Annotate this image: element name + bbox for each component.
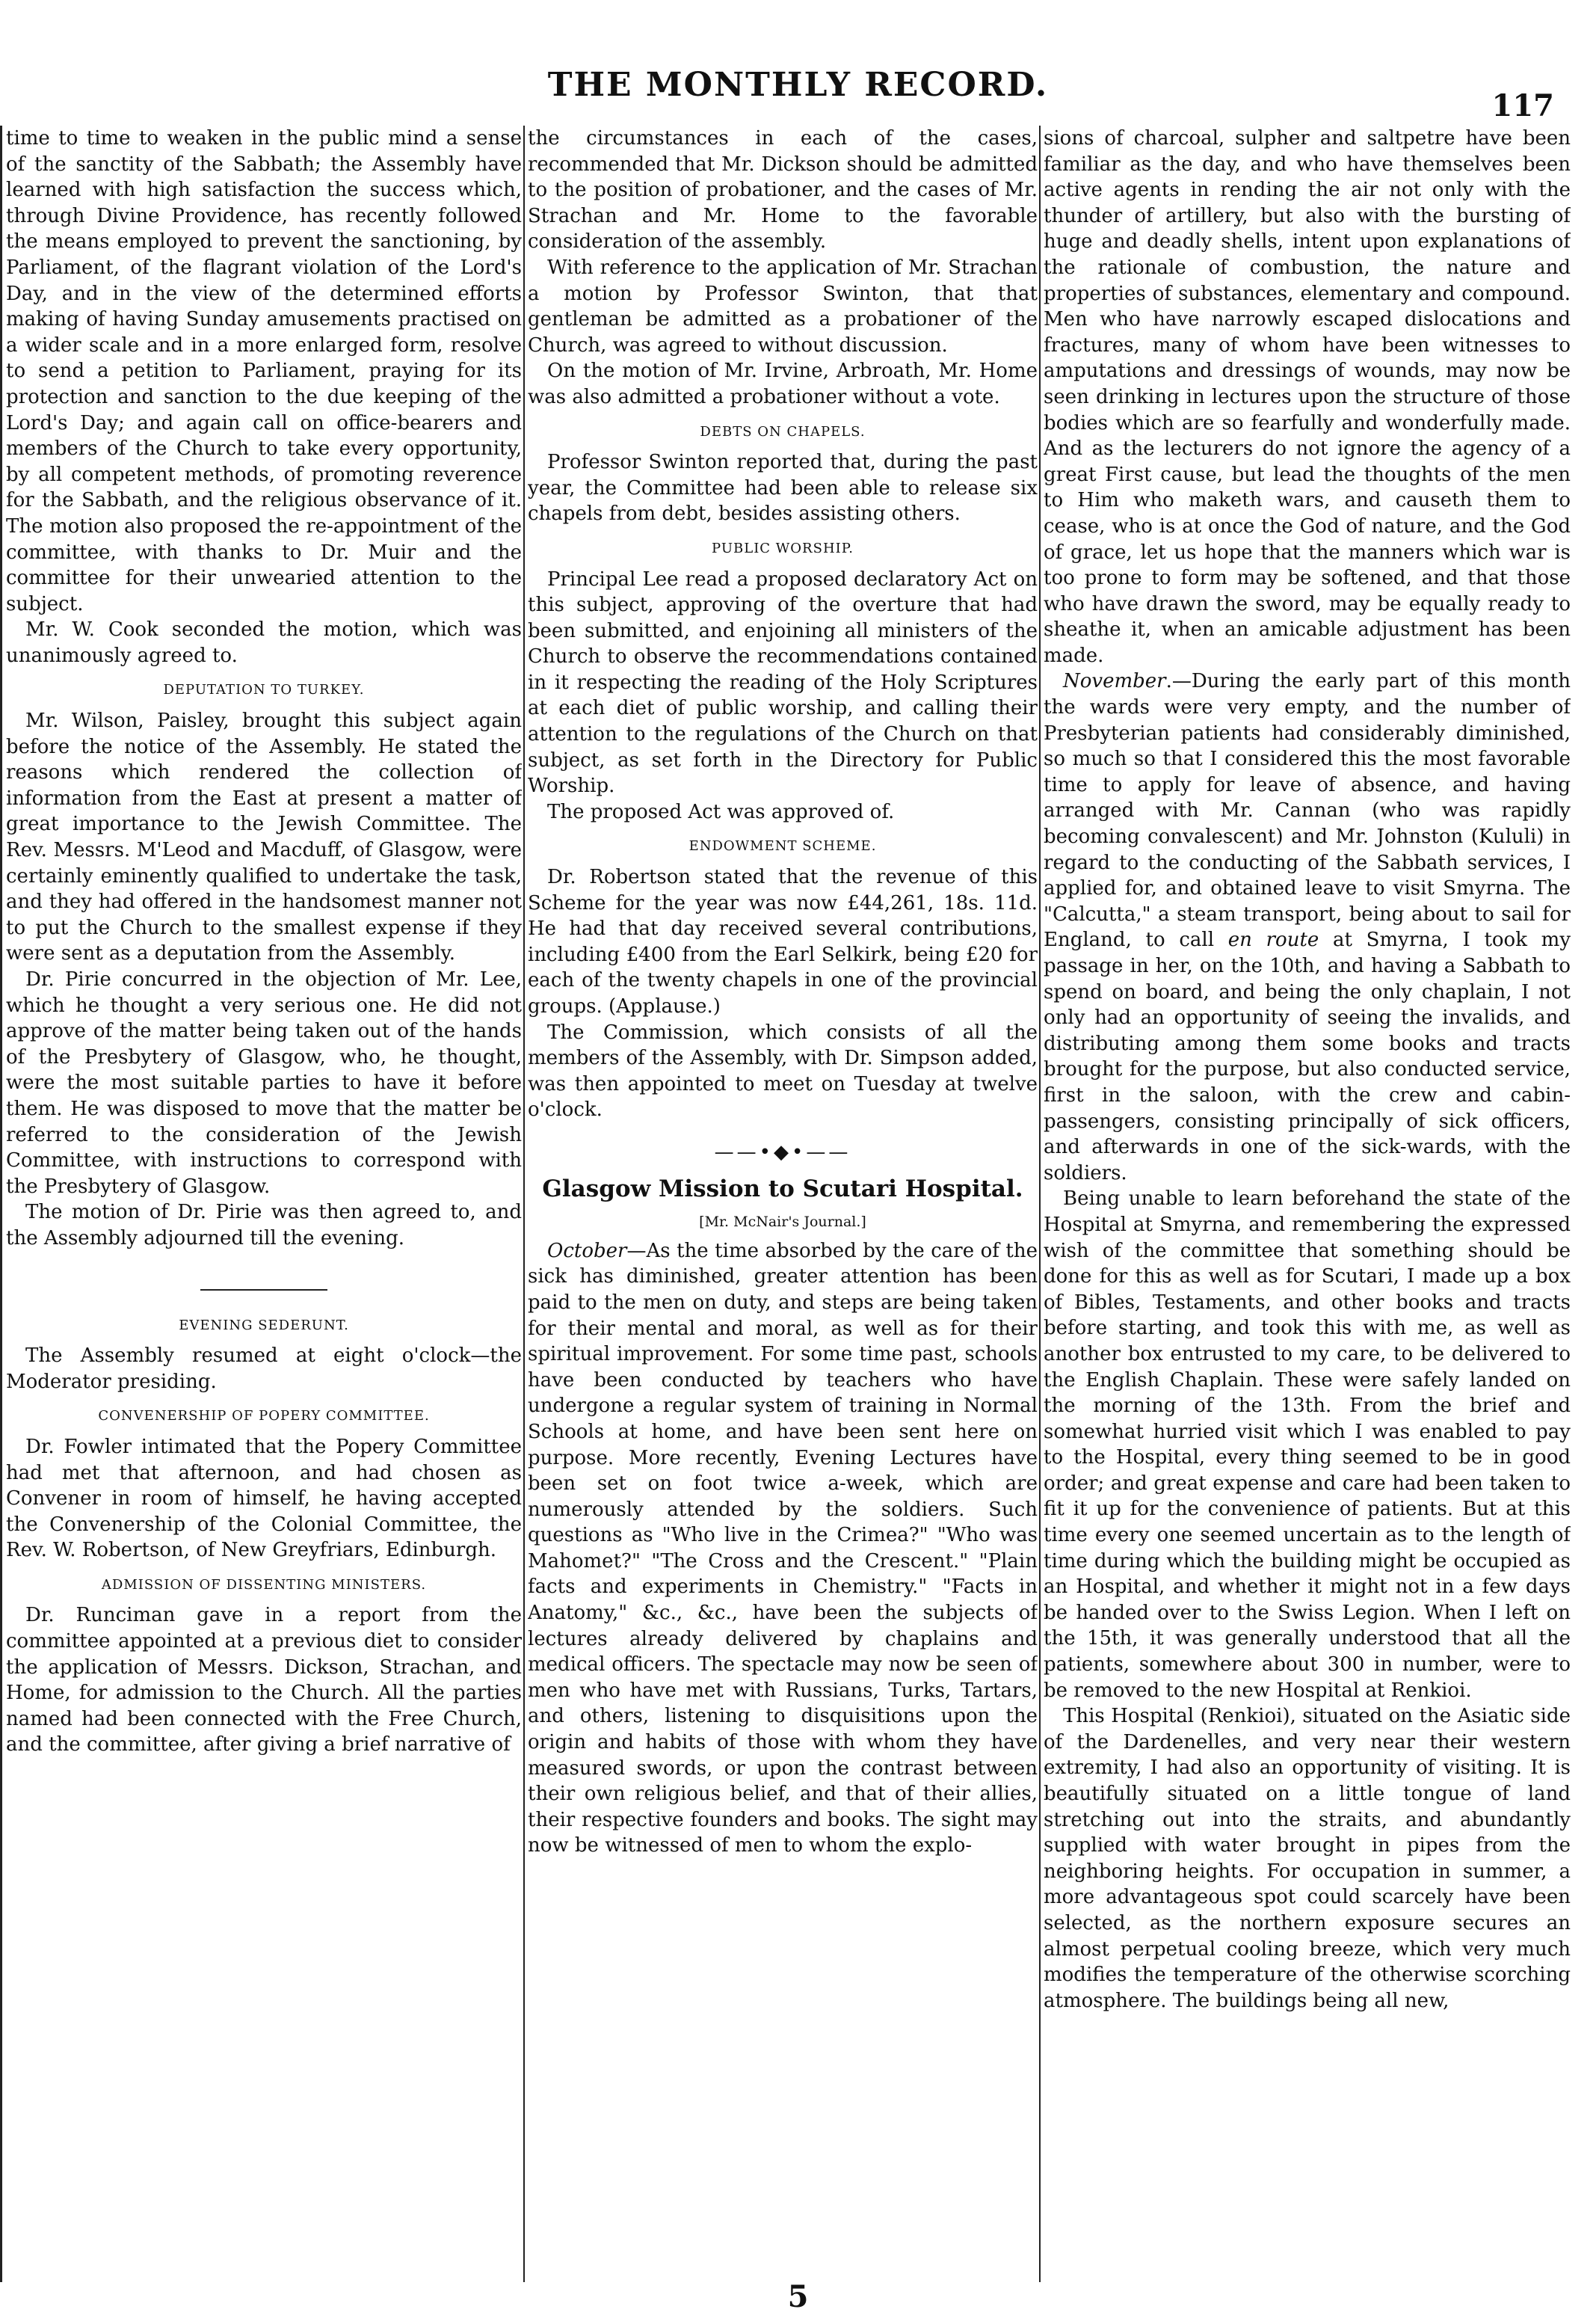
paragraph: Mr. W. Cook seconded the motion, which was unanimously agreed to.: [6, 618, 522, 667]
month-label: November: [1063, 670, 1166, 693]
paragraph-text: at Smyrna, I took my passage in her, on the 10th, and having a Sabbath to spend on board, and being the only chaplain, I not only had an opportunity of seeing the invalids, and distributing among them some books and tracts brought for the purpose, but also conducted service, first in the saloon, with the crew and cabin-passengers, consisting principally of sick officers, and afterwards in one of the sick-wards, with the soldiers.: [1044, 929, 1571, 1184]
section-heading: CONVENERSHIP OF POPERY COMMITTEE.: [98, 1408, 430, 1424]
paragraph: The motion of Dr. Pirie was then agreed to, and the Assembly adjourned till the evening.: [6, 1201, 522, 1249]
column-rule: [1039, 126, 1041, 2282]
page-number: 117: [1491, 88, 1554, 123]
paragraph: The proposed Act was approved of.: [547, 800, 895, 823]
section-heading: EVENING SEDERUNT.: [179, 1317, 349, 1333]
paragraph: With reference to the application of Mr. Strachan a motion by Professor Swinton, that that gentleman be admitted as a probationer of the Church, was agreed to without discussion.: [528, 256, 1038, 357]
paragraph: Principal Lee read a proposed declaratory Act on this subject, approving of the overture that had been submitted, and enjoining all ministers of the Church to observe the recommendations contained in it respecting the reading of the Holy Scriptures at each diet of public worship, and calling their attention to the regulations of the Church on that subject, as set forth in the Directory for Public Worship.: [528, 568, 1038, 798]
column-1: [6, 126, 522, 2279]
column-2: [528, 126, 1038, 2279]
paragraph: Dr. Robertson stated that the revenue of this Scheme for the year was now £44,261, 18s. 11d. He had that day received several contributions, including £400 from the Earl Selkirk, being £20 for each of the twenty chapels in one of the provincial groups. (Applause.): [528, 866, 1038, 1018]
paragraph: time to time to weaken in the public mind a sense of the sanctity of the Sabbath; the Assembly have learned with high satisfaction the success which, through Divine Providence, has recently followed the means employed to prevent the sanctioning, by Parliament, of the flagrant violation of the Lord's Day, and in the view of the determined efforts making of having Sunday amusements practised on a wider scale and in a more enlarged form, resolve to send a petition to Parliament, praying for its protection and sanction to the due keeping of the Lord's Day; and again call on office-bearers and members of the Church to take every opportunity, by all competent methods, of promoting reverence for the Sabbath, and the religious observance of it. The motion also proposed the re-appointment of the committee, with thanks to Dr. Muir and the committee for their unwearied attention to the subject.: [6, 127, 522, 615]
paragraph: Dr. Pirie concurred in the objection of Mr. Lee, which he thought a very serious one. He did not approve of the matter being taken out of the hands of the Presbytery of Glasgow, who, he thought, were the most suitable parties to have it before them. He was disposed to move that the matter be referred to the consideration of the Jewish Committee, with instructions to correspond with the Presbytery of Glasgow.: [6, 968, 522, 1198]
section-heading: PUBLIC WORSHIP.: [712, 540, 854, 556]
paragraph: Being unable to learn beforehand the state of the Hospital at Smyrna, and remembering the expressed wish of the committee that something should be done for this as well as for Scutari, I made up a box of Bibles, Testaments, and other books and tracts before starting, and took this with me, as well as another box entrusted to my care, to be delivered to the English Chaplain. These were safely landed on the morning of the 13th. From the brief and somewhat hurried visit which I was enabled to pay to the Hospital, every thing seemed to be in good order; and great expense and care had been taken to fit it up for the convenience of patients. But at this time every one seemed uncertain as to the length of time during which the building might be occupied as an Hospital, and whether it might not in a few days be handed over to the Swiss Legion. When I left on the 15th, it was generally understood that all the patients, somewhere about 300 in number, were to be removed to the new Hospital at Renkioi.: [1044, 1187, 1571, 1702]
left-edge-rule: [0, 126, 2, 2282]
paragraph-text: .—During the early part of this month the wards were very empty, and the number of Presbyterian patients had considerably diminished, so much so that I considered this the most favorable time to apply for leave of absence, and having arranged with Mr. Cannan (who was rapidly becoming convalescent) and Mr. Johnston (Kululi) in regard to the conducting of the Sabbath services, I applied for, and obtained leave to visit Smyrna. The "Calcutta," a steam transport, being about to sail for England, to call: [1044, 670, 1571, 952]
ornament-divider-icon: ——•◆•——: [714, 1140, 851, 1163]
month-label: October: [547, 1239, 627, 1262]
paragraph: The Commission, which consists of all the members of the Assembly, with Dr. Simpson added, was then appointed to meet on Tuesday at twelve o'clock.: [528, 1021, 1038, 1122]
section-heading: DEBTS ON CHAPELS.: [700, 423, 866, 440]
paragraph: Dr. Fowler intimated that the Popery Committee had met that afternoon, and had chosen as Convener in room of himself, he having accepted the Convenership of the Colonial Committee, the Rev. W. Robertson, of New Greyfriars, Edinburgh.: [6, 1435, 522, 1562]
paragraph-text: —As the time absorbed by the care of the sick has diminished, greater attention has been paid to the men on duty, and steps are being taken for their mental and moral, as well as for their spiritual improvement. For some time past, schools have been conducted by teachers who have undergone a regular system of training in Normal Schools at home, and have been sent here on purpose. More recently, Evening Lectures have been set on foot twice a-week, which are numerously attended by the soldiers. Such questions as "Who live in the Crimea?" "Who was Mahomet?" "The Cross and the Crescent." "Plain facts and experiments in Chemistry." "Facts in Anatomy," &c., &c., have been the subjects of lectures already delivered by chaplains and medical officers. The spectacle may now be seen of men who have met with Russians, Turks, Tartars, and others, listening to disquisitions upon the origin and habits of those with whom they have measured swords, or upon the contrast between their own religious belief, and that of their allies, their respective founders and books. The sight may now be witnessed of men to whom the explo-: [528, 1239, 1038, 1857]
section-divider: [200, 1289, 327, 1291]
article-title: Glasgow Mission to Scutari Hospital.: [542, 1175, 1023, 1202]
paragraph: sions of charcoal, sulpher and saltpetre have been familiar as the day, and who have themselves been active agents in rending the air not only with the thunder of artillery, but also with the bursting of huge and deadly shells, intent upon explanations of the rationale of combustion, the nature and properties of substances, elementary and compound. Men who have narrowly escaped dislocations and fractures, many of whom have been witnesses to amputations and dressings of wounds, may now be seen drinking in lectures upon the structure of those bodies which are so fearfully and wonderfully made. And as the lecturers do not ignore the agency of a great First cause, but lead the thoughts of the men to Him who maketh wars, and causeth them to cease, who is at once the God of nature, and the God of grace, let us hope that the manners which war is too prone to form may be softened, and that those who have drawn the sword, may be equally ready to sheathe it, when an amicable adjustment has been made.: [1044, 127, 1571, 667]
signature-mark: 5: [787, 2279, 809, 2314]
paragraph: This Hospital (Renkioi), situated on the Asiatic side of the Dardenelles, and very near their western extremity, I had also an opportunity of visiting. It is beautifully situated on a little tongue of land stretching out into the straits, and abundantly supplied with water brought in pipes from the neighboring heights. For occupation in summer, a more advantageous spot could scarcely have been selected, as the northern exposure secures an almost perpetual cooling breeze, which very much modifies the temperature of the otherwise scorching atmosphere. The buildings being all new,: [1044, 1705, 1571, 2012]
running-title: THE MONTHLY RECORD.: [547, 66, 1049, 104]
paragraph: Professor Swinton reported that, during the past year, the Committee had been able to release six chapels from debt, besides assisting others.: [528, 451, 1038, 526]
paragraph: [1044, 668, 1571, 1186]
paragraph: Dr. Runciman gave in a report from the committee appointed at a previous diet to consider the application of Messrs. Dickson, Strachan, and Home, for admission to the Church. All the parties named had been connected with the Free Church, and the committee, after giving a brief narrative of: [6, 1604, 522, 1756]
column-rule: [523, 126, 525, 2282]
paragraph: The Assembly resumed at eight o'clock—the Moderator presiding.: [6, 1344, 522, 1393]
paragraph: the circumstances in each of the cases, recommended that Mr. Dickson should be admitted to the position of probationer, and the cases of Mr. Strachan and Mr. Home to the favorable consideration of the assembly.: [528, 127, 1038, 253]
italic-phrase: en route: [1227, 929, 1319, 952]
column-3: [1044, 126, 1571, 2279]
paragraph: On the motion of Mr. Irvine, Arbroath, Mr. Home was also admitted a probationer without a vote.: [528, 360, 1038, 408]
section-heading: DEPUTATION TO TURKEY.: [163, 682, 365, 698]
section-heading: ADMISSION OF DISSENTING MINISTERS.: [101, 1576, 427, 1593]
paragraph: Mr. Wilson, Paisley, brought this subject again before the notice of the Assembly. He stated the reasons which rendered the collection of information from the East at present a matter of great importance to the Jewish Committee. The Rev. Messrs. M'Leod and Macduff, of Glasgow, were certainly eminently qualified to undertake the task, and they had offered in the handsomest manner not to put the Church to the smallest expense if they were sent as a deputation from the Assembly.: [6, 710, 522, 965]
section-heading: ENDOWMENT SCHEME.: [688, 838, 877, 855]
article-byline: [Mr. McNair's Journal.]: [699, 1214, 866, 1231]
paragraph: [528, 1238, 1038, 1859]
